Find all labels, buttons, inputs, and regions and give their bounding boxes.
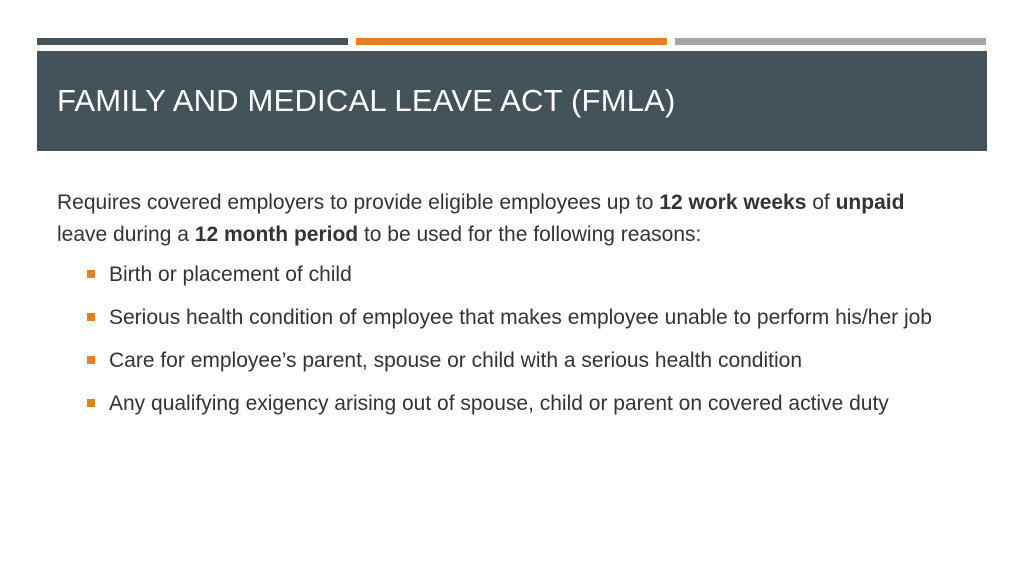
list-item — [87, 302, 957, 333]
list-item-text: Care for employee’s parent, spouse or child with a serious health condition — [109, 349, 802, 372]
square-bullet-icon — [87, 399, 95, 407]
intro-text-2: of — [806, 191, 836, 214]
intro-bold-unpaid: unpaid — [835, 191, 905, 214]
square-bullet-icon — [87, 313, 95, 321]
list-item — [87, 388, 957, 419]
slide-content — [57, 187, 957, 431]
slide-title: FAMILY AND MEDICAL LEAVE ACT (FMLA) — [57, 83, 676, 118]
square-bullet-icon — [87, 356, 95, 364]
intro-text-1: Requires covered employers to provide eligible employees up to — [57, 191, 660, 214]
intro-paragraph — [57, 187, 957, 251]
title-band — [37, 51, 987, 151]
square-bullet-icon — [87, 270, 95, 278]
intro-text-4: to be used for the following reasons: — [358, 223, 702, 246]
list-item-text: Any qualifying exigency arising out of spouse, child or parent on covered active duty — [109, 392, 889, 415]
intro-bold-work-weeks: 12 work weeks — [659, 191, 807, 214]
list-item-text: Serious health condition of employee that makes employee unable to perform his/her job — [109, 306, 932, 329]
reasons-list — [57, 259, 957, 419]
intro-bold-month-period: 12 month period — [194, 223, 359, 246]
accent-bar-orange — [356, 38, 667, 45]
list-item — [87, 259, 957, 290]
accent-bar-dark — [37, 38, 348, 45]
accent-bar-gray — [675, 38, 986, 45]
list-item-text: Birth or placement of child — [109, 263, 352, 286]
intro-text-3: leave during a — [57, 223, 195, 246]
list-item — [87, 345, 957, 376]
